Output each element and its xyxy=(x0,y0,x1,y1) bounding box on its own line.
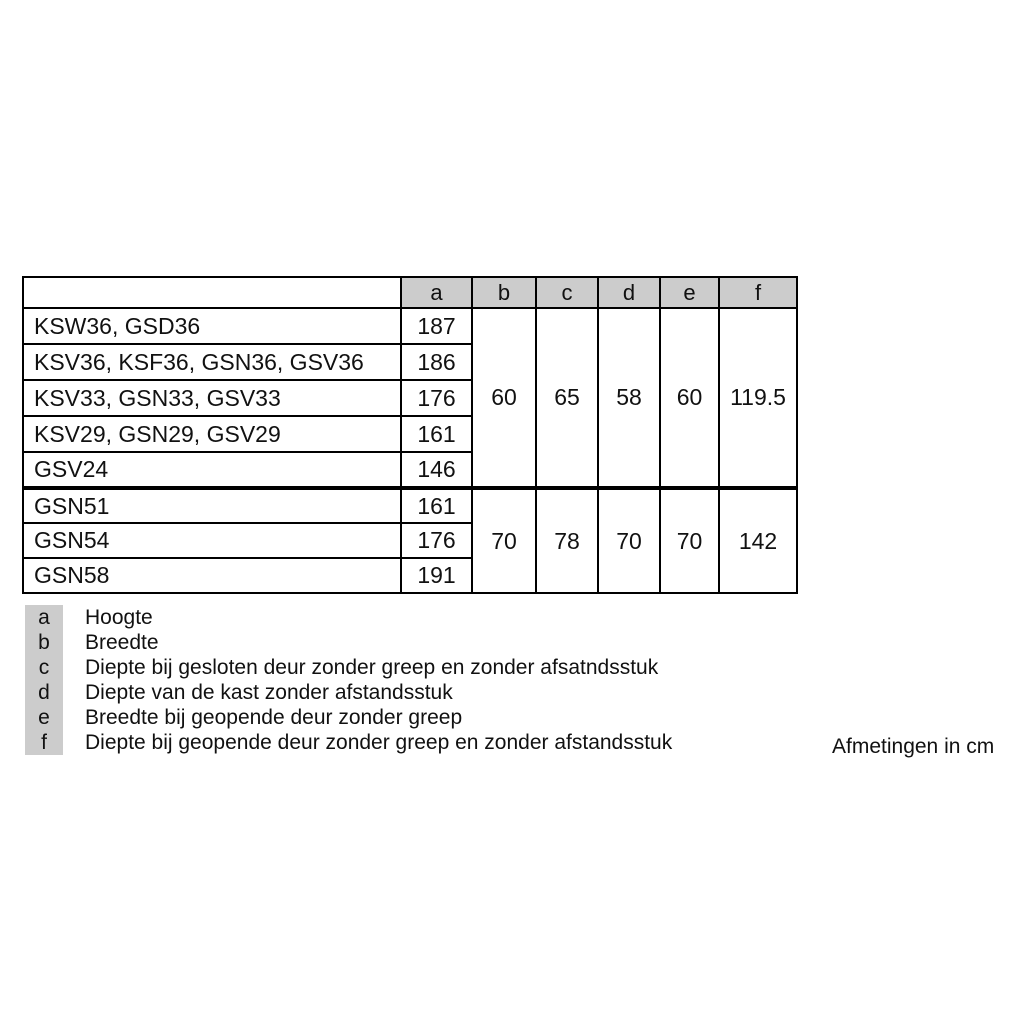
value-a-cell: 191 xyxy=(401,558,472,593)
value-a-cell: 161 xyxy=(401,416,472,452)
legend-item xyxy=(25,730,672,755)
value-a-cell: 161 xyxy=(401,488,472,523)
legend-label: Diepte bij geopende deur zonder greep en zonder afstandsstuk xyxy=(85,730,673,754)
model-names-cell: KSV33, GSN33, GSV33 xyxy=(23,380,401,416)
legend-item xyxy=(25,705,672,730)
value-a-cell: 176 xyxy=(401,523,472,558)
table-row xyxy=(23,308,797,344)
column-header-f: f xyxy=(719,277,797,308)
shared-value-c-cell: 65 xyxy=(536,308,598,488)
shared-value-d-cell: 58 xyxy=(598,308,660,488)
model-names-cell: KSW36, GSD36 xyxy=(23,308,401,344)
table-header-row xyxy=(23,277,797,308)
legend-key: c xyxy=(25,655,63,680)
shared-value-b-cell: 60 xyxy=(472,308,536,488)
shared-value-d-cell: 70 xyxy=(598,488,660,593)
model-names-cell: GSN58 xyxy=(23,558,401,593)
model-names-cell: GSN51 xyxy=(23,488,401,523)
legend-item xyxy=(25,630,672,655)
legend-key: b xyxy=(25,630,63,655)
units-note: Afmetingen in cm xyxy=(832,735,995,758)
legend-label: Diepte van de kast zonder afstandsstuk xyxy=(85,680,453,704)
legend-item xyxy=(25,605,672,630)
column-header-a: a xyxy=(401,277,472,308)
dimensions-table xyxy=(22,276,798,594)
shared-value-e-cell: 60 xyxy=(660,308,719,488)
column-header-e: e xyxy=(660,277,719,308)
dimension-legend xyxy=(25,605,672,755)
legend-item xyxy=(25,680,672,705)
legend-key: f xyxy=(25,730,63,755)
legend-label: Hoogte xyxy=(85,605,153,629)
value-a-cell: 187 xyxy=(401,308,472,344)
column-header-c: c xyxy=(536,277,598,308)
shared-value-f-cell: 119.5 xyxy=(719,308,797,488)
column-header-b: b xyxy=(472,277,536,308)
value-a-cell: 186 xyxy=(401,344,472,380)
shared-value-c-cell: 78 xyxy=(536,488,598,593)
legend-key: a xyxy=(25,605,63,630)
legend-item xyxy=(25,655,672,680)
model-names-cell: GSN54 xyxy=(23,523,401,558)
column-header-d: d xyxy=(598,277,660,308)
shared-value-e-cell: 70 xyxy=(660,488,719,593)
table-row xyxy=(23,488,797,523)
legend-key: e xyxy=(25,705,63,730)
legend-label: Breedte xyxy=(85,630,159,654)
shared-value-b-cell: 70 xyxy=(472,488,536,593)
value-a-cell: 176 xyxy=(401,380,472,416)
value-a-cell: 146 xyxy=(401,452,472,488)
model-names-cell: KSV36, KSF36, GSN36, GSV36 xyxy=(23,344,401,380)
table-corner-cell xyxy=(23,277,401,308)
legend-label: Diepte bij gesloten deur zonder greep en zonder afsatndsstuk xyxy=(85,655,659,679)
model-names-cell: GSV24 xyxy=(23,452,401,488)
model-names-cell: KSV29, GSN29, GSV29 xyxy=(23,416,401,452)
legend-label: Breedte bij geopende deur zonder greep xyxy=(85,705,463,729)
shared-value-f-cell: 142 xyxy=(719,488,797,593)
legend-key: d xyxy=(25,680,63,705)
